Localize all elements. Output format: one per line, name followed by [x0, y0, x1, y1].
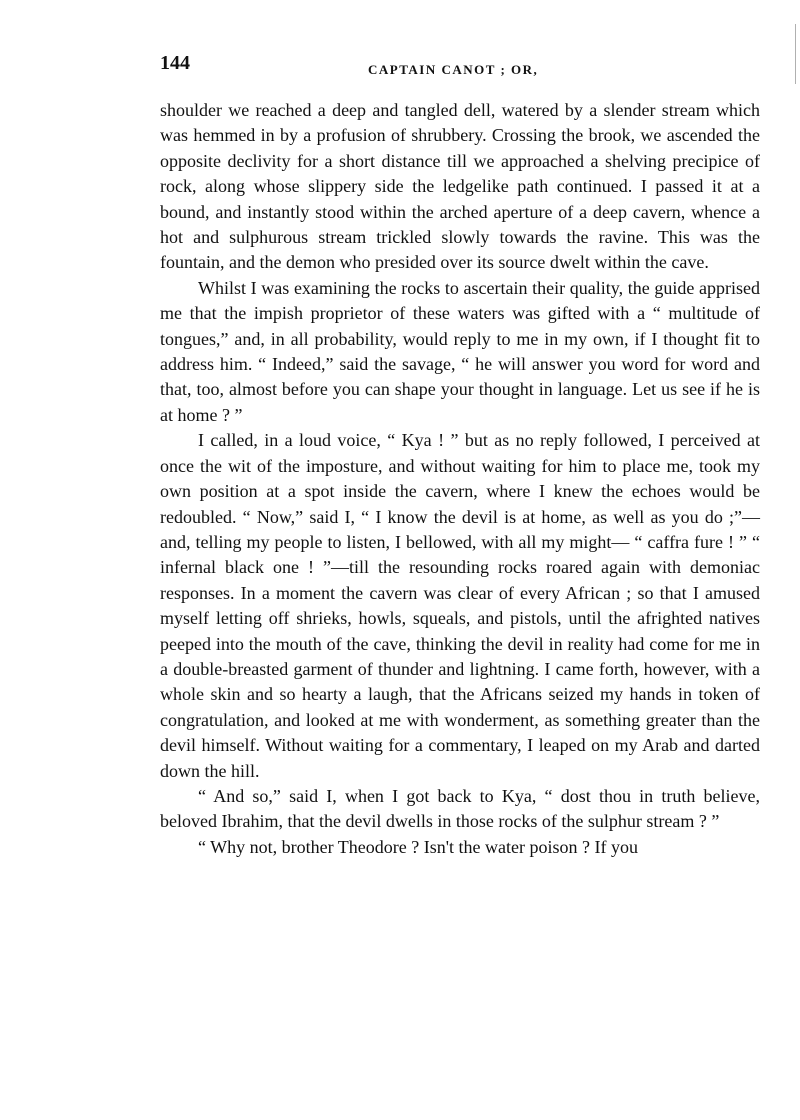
paragraph-1: shoulder we reached a deep and tangled dell, watered by a slender stream which was hemmed in by a profusion of shrubbery. Crossing the brook, we ascended the opposite declivity for a short distance till we approached a shelving precipice of rock, along whose slippery side the ledgelike path continued. I passed it at a bound, and instantly stood within the arched aperture of a deep cavern, whence a hot and sulphurous stream trickled slowly towards the ravine. This was the fountain, and the demon who presided over its source dwelt within the cave. [160, 100, 760, 273]
paragraph-3: I called, in a loud voice, “ Kya ! ” but as no reply followed, I perceived at once the wit of the imposture, and without waiting for him to place me, took my own position at a spot inside the cavern, where I knew the echoes would be redoubled. “ Now,” said I, “ I know the devil is at home, as well as you do ;”—and, telling my people to listen, I bellowed, with all my might— “ caffra fure ! ” “ infernal black one ! ”—till the resounding rocks roared again with demoniac responses. In a moment the cavern was clear of every African ; so that I amused myself letting off shrieks, howls, squeals, and pistols, until the afrighted natives peeped into the mouth of the cave, thinking the devil in reality had come for me in a double-breasted garment of thunder and lightning. I came forth, however, with a whole skin and so hearty a laugh, that the Africans seized my hands in token of congratulation, and looked at me with wonderment, as something greater than the devil himself. Without waiting for a commentary, I leaped on my Arab and darted down the hill. [160, 430, 760, 781]
page-header [160, 52, 760, 84]
page-number: 144 [160, 52, 190, 74]
paragraph-4: “ And so,” said I, when I got back to Kya, “ dost thou in truth believe, beloved Ibrahim, that the devil dwells in those rocks of the sulphur stream ? ” [160, 785, 760, 832]
body-text [160, 98, 760, 860]
book-page [160, 52, 760, 860]
paragraph-5: “ Why not, brother Theodore ? Isn't the water poison ? If you [198, 836, 638, 857]
running-head: CAPTAIN CANOT ; OR, [368, 62, 539, 77]
margin-mark [795, 24, 796, 84]
paragraph-2: Whilst I was examining the rocks to ascertain their quality, the guide apprised me that the impish proprietor of these waters was gifted with a “ multitude of tongues,” and, in all probability, would reply to me in my own, if I thought fit to address him. “ Indeed,” said the savage, “ he will answer you word for word and that, too, almost before you can shape your thought in language. Let us see if he is at home ? ” [160, 277, 760, 425]
